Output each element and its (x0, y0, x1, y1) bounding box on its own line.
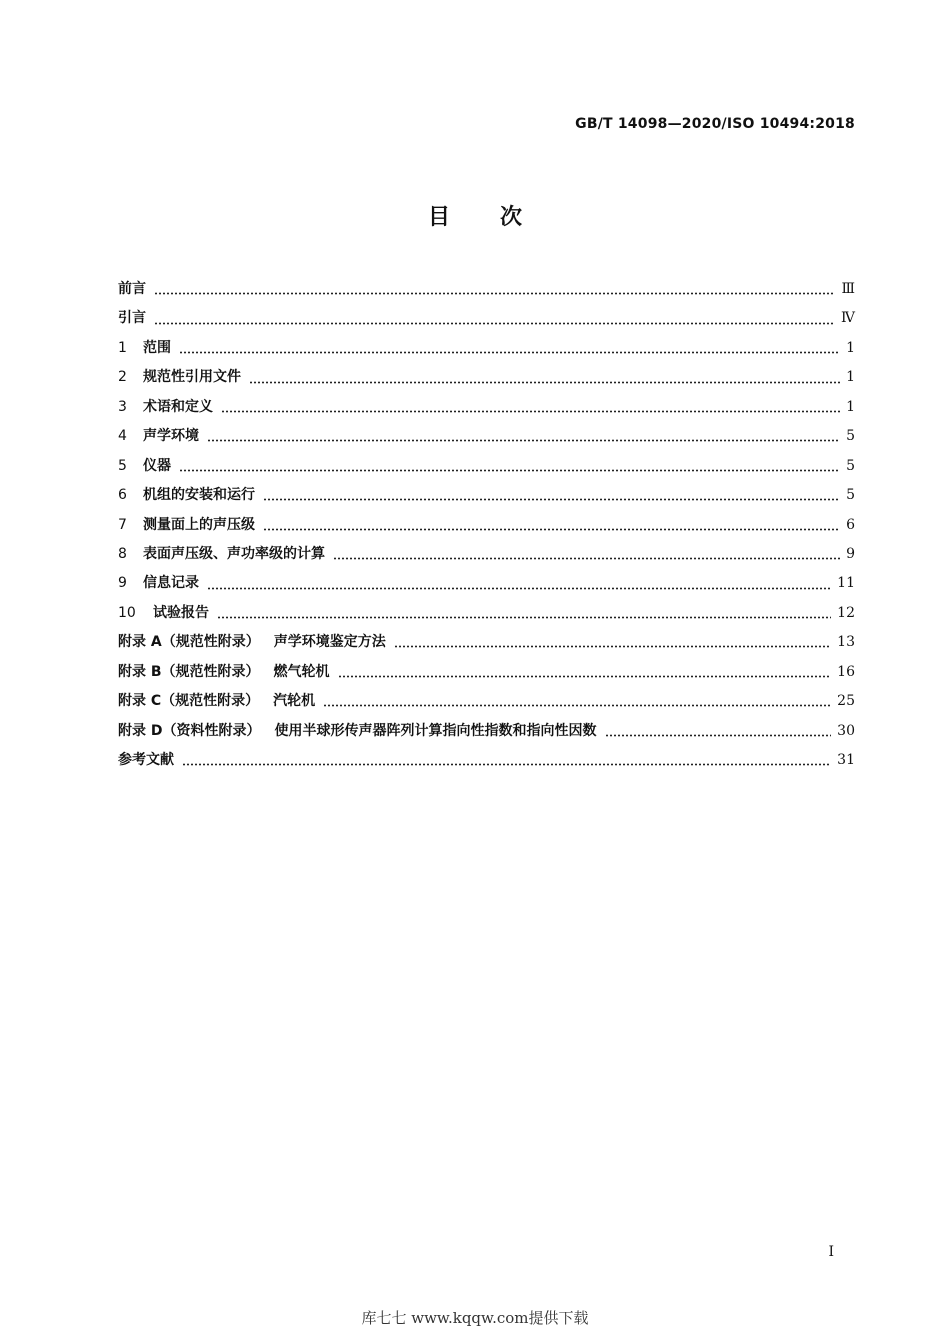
toc-leader-dots (179, 469, 840, 472)
toc-entry-number: 7 (118, 516, 127, 533)
toc-entry-label (118, 277, 146, 301)
toc-leader-dots (207, 587, 831, 590)
toc-entry[interactable] (118, 483, 855, 512)
toc-entry-label-text: 前言 (118, 281, 146, 297)
toc-entry-label-text: 声学环境 (143, 428, 199, 445)
toc-entry-page: 13 (837, 634, 855, 651)
toc-entry-label-text: 附录 A（规范性附录） (118, 634, 260, 651)
toc-entry-page: 1 (846, 369, 855, 386)
toc-entry-label (118, 748, 174, 772)
toc-entry-page: 1 (846, 339, 855, 356)
toc-leader-dots (333, 557, 840, 560)
toc-entry-label (118, 689, 315, 713)
toc-entry-page: Ⅲ (841, 281, 855, 297)
toc-leader-dots (179, 351, 840, 354)
toc-entry[interactable] (118, 748, 855, 777)
toc-leader-dots (323, 704, 831, 707)
toc-entry-label (118, 630, 386, 654)
toc-leader-dots (263, 498, 840, 501)
toc-entry-page: 5 (846, 428, 855, 445)
toc-entry-label (143, 571, 199, 595)
toc-entry-label-text: 表面声压级、声功率级的计算 (143, 545, 325, 562)
toc-entry-number: 4 (118, 428, 127, 445)
toc-entry-page: 9 (846, 545, 855, 562)
toc-entry[interactable] (118, 660, 855, 689)
toc-leader-dots (263, 528, 840, 531)
toc-entry-label (118, 660, 330, 684)
toc-entry-page: 30 (837, 722, 855, 739)
toc-entry-annex-title: 汽轮机 (273, 693, 316, 710)
toc-entry-number: 9 (118, 575, 127, 592)
toc-leader-dots (249, 381, 840, 384)
toc-entry-label-text: 引言 (118, 310, 146, 327)
toc-entry[interactable] (118, 336, 855, 365)
toc-entry-label (143, 454, 171, 478)
toc-entry-page: 5 (846, 457, 855, 474)
toc-entry-number: 6 (118, 487, 127, 504)
toc-entry-page: 6 (846, 516, 855, 533)
toc-leader-dots (154, 322, 835, 325)
toc-entry-label-text: 参考文献 (118, 752, 174, 768)
toc-leader-dots (154, 292, 835, 295)
toc-entry-label (143, 336, 171, 360)
toc-entry-label-text: 规范性引用文件 (143, 369, 241, 386)
toc-entry-label (143, 513, 255, 537)
toc-leader-dots (605, 734, 832, 737)
toc-entry-label (118, 306, 146, 330)
toc-entry-label-text: 术语和定义 (143, 398, 213, 415)
toc-entry-annex-title: 使用半球形传声器阵列计算指向性指数和指向性因数 (274, 722, 597, 739)
toc-entry-page: 11 (837, 575, 855, 592)
toc-entry-number: 10 (118, 604, 136, 621)
toc-entry-annex-title: 声学环境鉴定方法 (273, 634, 386, 651)
toc-entry[interactable] (118, 719, 855, 748)
toc-leader-dots (182, 763, 831, 766)
toc-entry-label-text: 附录 B（规范性附录） (118, 663, 260, 680)
toc-entry-label-text: 测量面上的声压级 (143, 516, 255, 533)
toc-entry-number: 8 (118, 545, 127, 562)
document-number: GB/T 14098—2020/ISO 10494:2018 (575, 116, 855, 132)
toc-entry-label (143, 542, 325, 566)
toc-entry-page: 12 (837, 604, 855, 621)
toc-entry-page: 25 (837, 693, 855, 710)
toc-entry[interactable] (118, 630, 855, 659)
toc-entry[interactable] (118, 601, 855, 630)
toc-entry[interactable] (118, 689, 855, 718)
watermark-text: 库七七 www.kqqw.com提供下载 (361, 1309, 589, 1327)
toc-entry-label (118, 719, 597, 743)
toc-entry[interactable] (118, 571, 855, 600)
toc-entry-number: 1 (118, 339, 127, 356)
toc-entry-page: 31 (837, 752, 855, 768)
toc-entry-label-text: 范围 (143, 339, 171, 356)
toc-entry-label (143, 395, 213, 419)
toc-entry-label-text: 试验报告 (153, 604, 209, 621)
toc-entry[interactable] (118, 542, 855, 571)
toc-leader-dots (207, 439, 840, 442)
toc-entry[interactable] (118, 306, 855, 335)
toc-entry-page: 1 (846, 398, 855, 415)
page-number: I (828, 1244, 834, 1260)
toc-entry[interactable] (118, 424, 855, 453)
toc-entry[interactable] (118, 395, 855, 424)
toc-leader-dots (217, 616, 831, 619)
toc-entry-label (153, 601, 209, 625)
toc-entry-label (143, 365, 241, 389)
toc-entry[interactable] (118, 277, 855, 306)
toc-entry-number: 5 (118, 457, 127, 474)
toc-entry[interactable] (118, 454, 855, 483)
toc-entry-label (143, 424, 199, 448)
page-title: 目次 (427, 205, 572, 230)
toc-entry[interactable] (118, 365, 855, 394)
toc-entry-annex-title: 燃气轮机 (273, 663, 330, 680)
toc-entry-page: Ⅳ (841, 310, 855, 327)
toc-entry-label-text: 机组的安装和运行 (143, 487, 255, 504)
toc-entry-label-text: 附录 D（资料性附录） (118, 722, 261, 739)
toc-leader-dots (394, 645, 831, 648)
toc-leader-dots (338, 675, 832, 678)
toc-entry-number: 3 (118, 398, 127, 415)
toc-entry-label-text: 附录 C（规范性附录） (118, 693, 260, 710)
toc-entry-label-text: 仪器 (143, 457, 171, 474)
toc-entry-label (143, 483, 255, 507)
toc-entry-number: 2 (118, 369, 127, 386)
toc-entry-page: 5 (846, 487, 855, 504)
toc-leader-dots (221, 410, 840, 413)
toc-entry-page: 16 (837, 663, 855, 680)
toc-entry-label-text: 信息记录 (143, 575, 199, 592)
table-of-contents (118, 277, 855, 777)
toc-entry[interactable] (118, 513, 855, 542)
